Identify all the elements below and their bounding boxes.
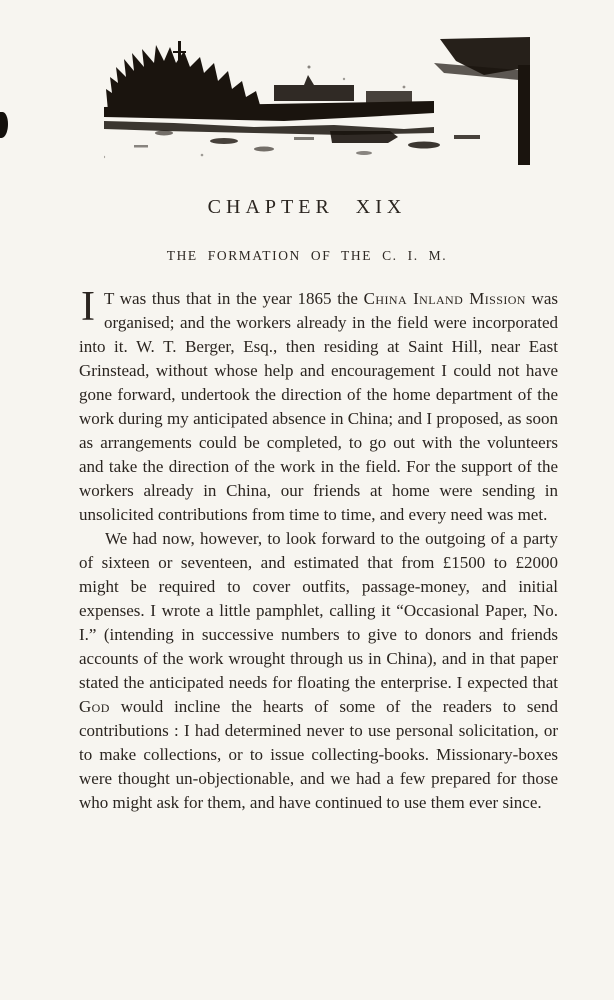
paragraph-2-text-b: would incline the hearts of some of the readers to send contributions : I had determined never to use personal solicitation, or to make collections, or to issue collecting-books. Missionary-boxes were thought un-objectionable, and we had a few prepared for those who might ask for them, and have continued to use them ever since. (79, 697, 558, 812)
smallcaps-china-inland-mission: China Inland Mission (363, 289, 526, 308)
paragraph-1 (79, 284, 558, 527)
chapter-heading: CHAPTER XIX (207, 196, 407, 218)
smallcaps-god: God (79, 697, 110, 716)
illustration-tree-mass (106, 45, 264, 111)
paragraph-1-text-a: T was thus that in the year 1865 the (104, 289, 364, 308)
illustration-right-edge (518, 65, 530, 165)
drop-cap-initial: I (81, 284, 95, 330)
paragraph-2 (79, 527, 558, 815)
illustration-boat (330, 131, 398, 143)
paragraph-2-text-a: We had now, however, to look forward to the outgoing of a party of sixteen or seventeen, and estimated that from £1500 to £2000 might be required to cover outfits, passage-money, and initial expenses. I wrote a little pamphlet, calling it “Occasional Paper, No. I.” (intending in successive numbers to give to donors and friends accounts of the work wrought through us in China), and in that paper stated the anticipated needs for floating the enterprise. I expected that (79, 529, 558, 692)
chapter-illustration-engraving (104, 37, 530, 168)
print-artifact (0, 112, 8, 138)
section-title: THE FORMATION OF THE C. I. M. (166, 248, 448, 263)
illustration-buildings (274, 75, 354, 101)
text-block (79, 284, 558, 815)
paragraph-1-text-b: was organised; and the workers already in the field were incorporated into it. W. T. Berger, Esq., then residing at Saint Hill, near East Grinstead, without whose help and encouragement I could not have gone forward, undertook the direction of the home department of the work during my anticipated absence in China; and I proposed, as soon as arrangements could be completed, to go out with the volunteers and take the direction of the work in the field. For the support of the workers already in China, our friends at home were sending in unsolicited contributions from time to time, and every need was met. (79, 289, 558, 524)
illustration-mast (178, 41, 181, 107)
